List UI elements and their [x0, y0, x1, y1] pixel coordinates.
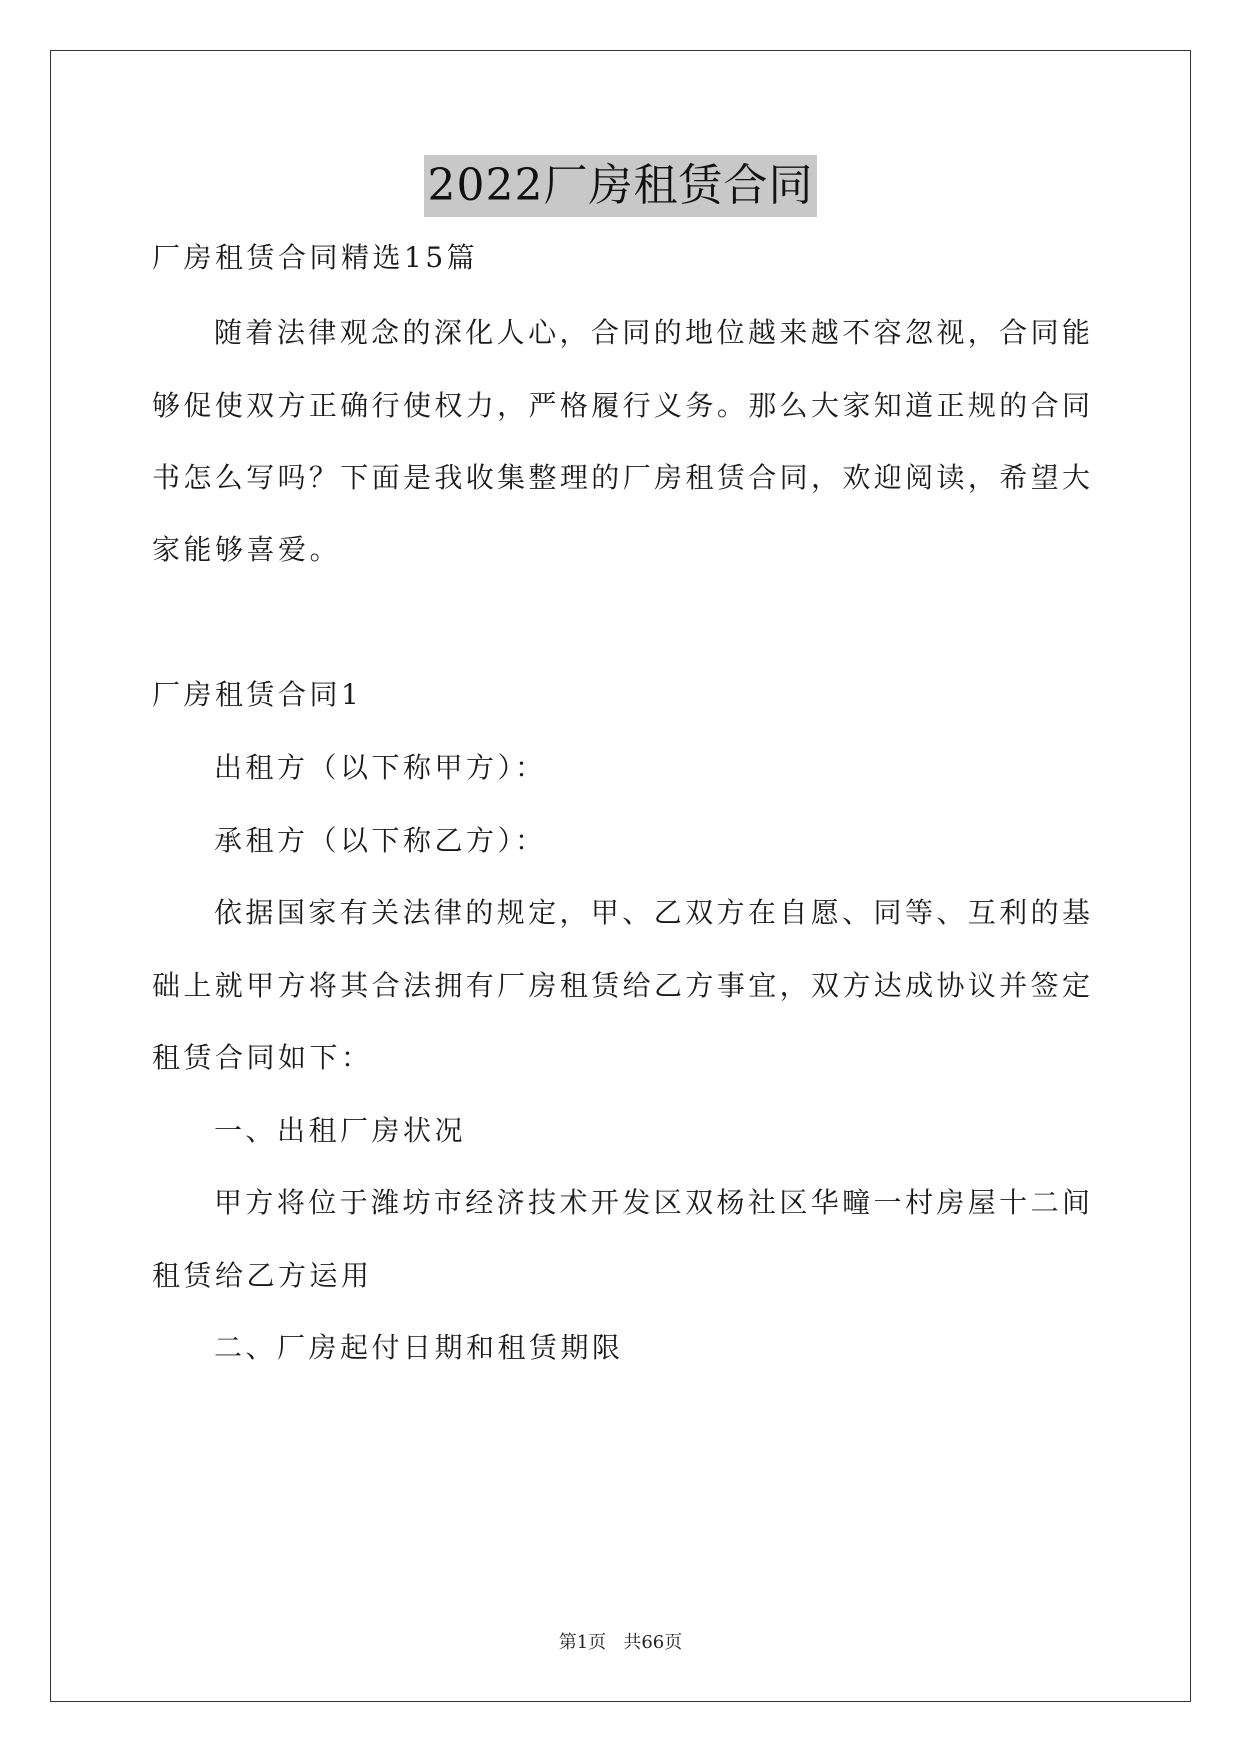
section-heading: 厂房租赁合同1: [152, 678, 363, 711]
lessee-line: 承租方（以下称乙方）：: [214, 824, 547, 857]
page-border: [50, 50, 1191, 1702]
basis-line-3: 租赁合同如下：: [152, 1041, 373, 1074]
clause-2-title: 二、厂房起付日期和租赁期限: [214, 1331, 624, 1364]
intro-line-2: 够促使双方正确行使权力，严格履行义务。那么大家知道正规的合同: [152, 389, 1090, 422]
document-subtitle: 厂房租赁合同精选15篇: [152, 241, 479, 274]
clause-1-line-2: 租赁给乙方运用: [152, 1259, 373, 1292]
document-title: 2022厂房租赁合同: [424, 155, 818, 217]
page-indicator: 第1页 共66页: [558, 1632, 683, 1653]
basis-line-2: 础上就甲方将其合法拥有厂房租赁给乙方事宜，双方达成协议并签定: [152, 969, 1090, 1002]
clause-1-title: 一、出租厂房状况: [214, 1114, 467, 1147]
intro-line-1: 随着法律观念的深化人心，合同的地位越来越不容忽视，合同能: [214, 316, 1090, 349]
intro-line-3: 书怎么写吗？下面是我收集整理的厂房租赁合同，欢迎阅读，希望大: [152, 461, 1090, 494]
lessor-line: 出租方（以下称甲方）：: [214, 751, 547, 784]
basis-line-1: 依据国家有关法律的规定，甲、乙双方在自愿、同等、互利的基: [214, 896, 1090, 929]
title-container: [0, 155, 1241, 217]
clause-1-line-1: 甲方将位于潍坊市经济技术开发区双杨社区华疃一村房屋十二间: [214, 1186, 1090, 1219]
intro-line-4: 家能够喜爱。: [152, 533, 342, 566]
